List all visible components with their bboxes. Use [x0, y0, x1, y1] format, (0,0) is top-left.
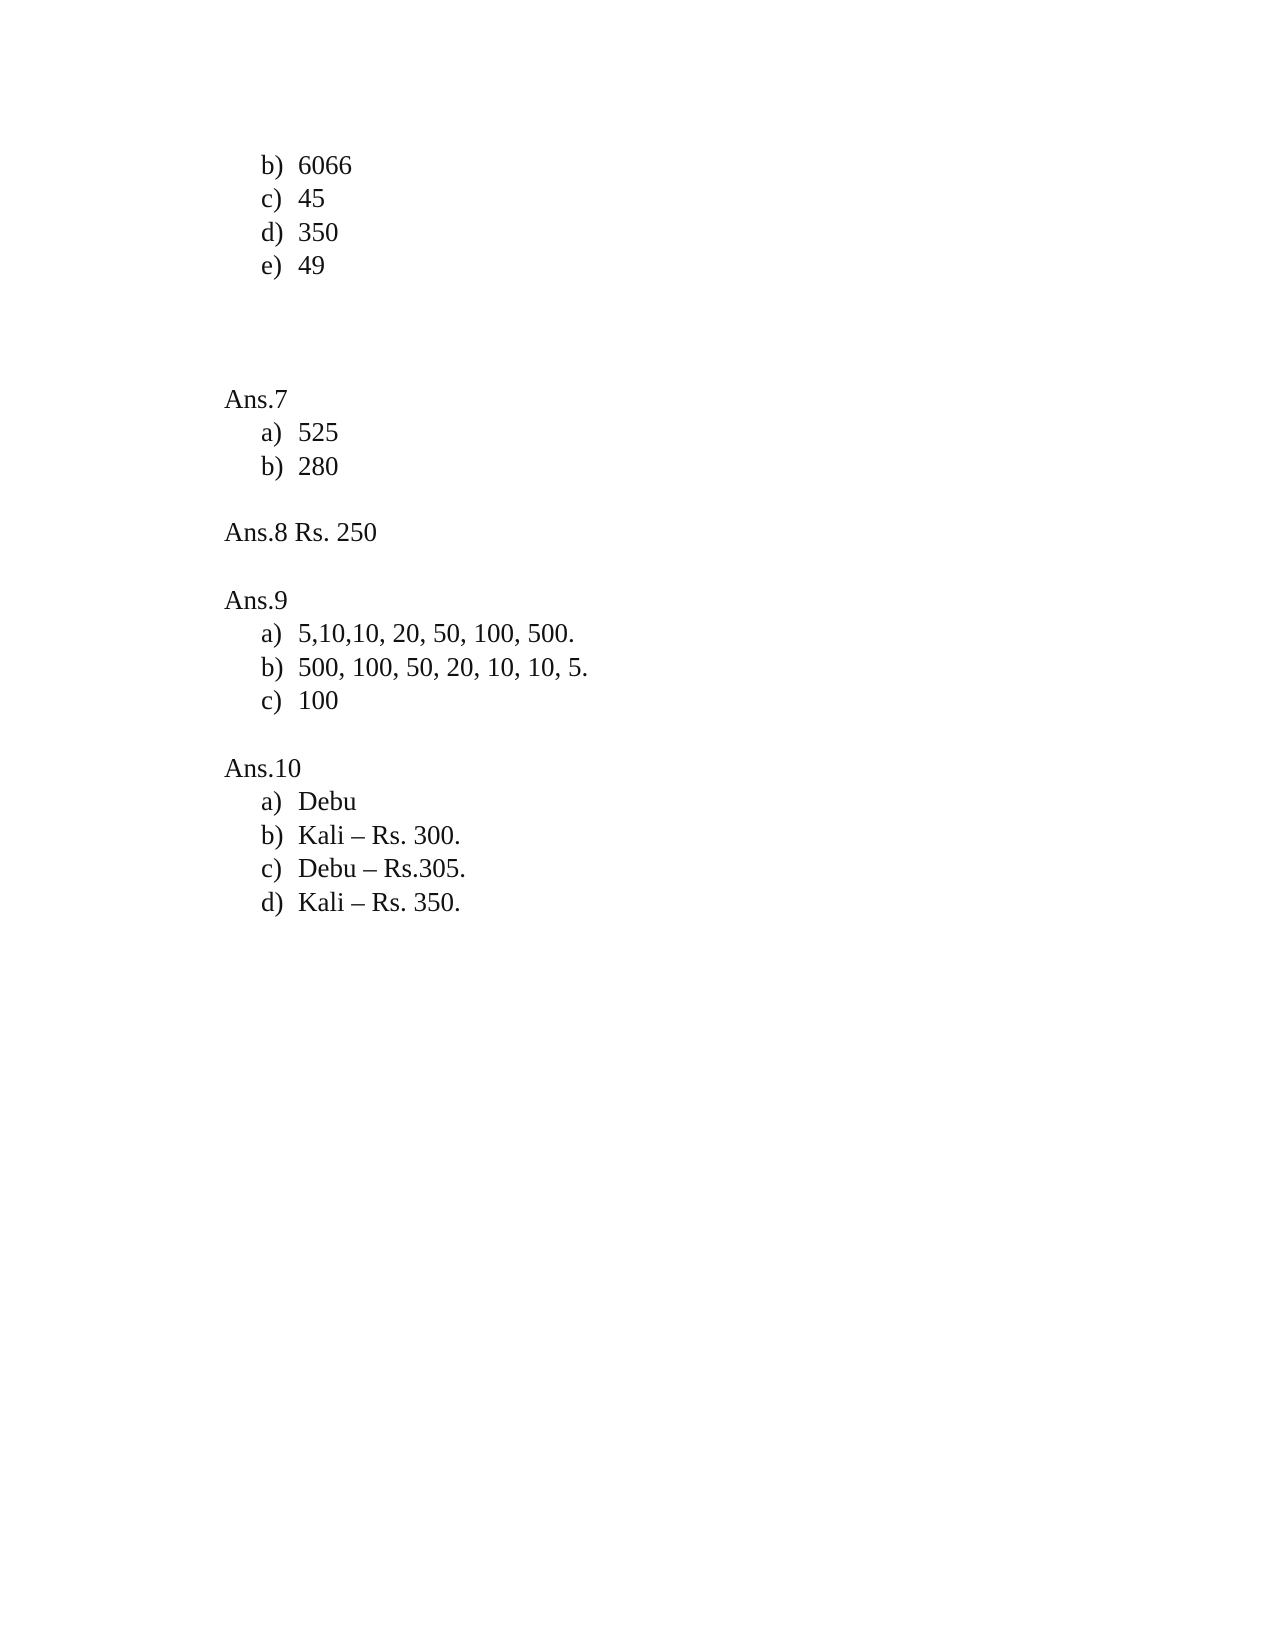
- list-item-text: 49: [298, 250, 325, 281]
- answer-9-section: [224, 584, 589, 718]
- list-item: [224, 785, 357, 818]
- list-marker: b): [261, 819, 284, 850]
- answer-10-section: [224, 752, 466, 919]
- list-item-text: 350: [298, 216, 339, 247]
- continued-answer-list: [224, 149, 352, 283]
- list-item-text: Debu – Rs.305.: [298, 853, 466, 884]
- list-marker: a): [261, 618, 282, 649]
- list-item: [224, 249, 325, 282]
- list-marker: a): [261, 417, 282, 448]
- answer-7-heading: Ans.7: [224, 384, 288, 414]
- answer-8-heading: Ans.8 Rs. 250: [224, 517, 378, 547]
- list-marker: a): [261, 786, 282, 817]
- list-marker: c): [261, 183, 282, 214]
- list-marker: b): [261, 150, 284, 180]
- list-item-text: 45: [298, 183, 325, 214]
- list-item: [224, 651, 589, 684]
- list-item: [224, 182, 325, 215]
- list-item-text: 100: [298, 685, 339, 716]
- list-item: [224, 852, 466, 885]
- list-item: [224, 149, 352, 182]
- list-marker: c): [261, 853, 282, 884]
- list-marker: d): [261, 216, 284, 247]
- list-item: [224, 617, 575, 650]
- list-marker: b): [261, 450, 284, 481]
- list-item: [224, 416, 339, 449]
- list-item: [224, 886, 461, 919]
- list-item-text: 280: [298, 450, 339, 481]
- list-item-text: 500, 100, 50, 20, 10, 10, 5.: [298, 651, 589, 682]
- list-item: [224, 684, 339, 717]
- list-marker: e): [261, 250, 282, 281]
- list-item-text: Kali – Rs. 350.: [298, 886, 461, 917]
- list-item-text: 6066: [298, 150, 352, 180]
- list-item-text: 525: [298, 417, 339, 448]
- list-item: [224, 819, 461, 852]
- list-marker: b): [261, 651, 284, 682]
- answer-7-section: [224, 383, 339, 483]
- list-item: [224, 450, 339, 483]
- list-item: [224, 216, 339, 249]
- list-item-text: 5,10,10, 20, 50, 100, 500.: [298, 618, 575, 649]
- list-item-text: Kali – Rs. 300.: [298, 819, 461, 850]
- answer-8-section: [224, 516, 377, 549]
- answer-10-heading: Ans.10: [224, 753, 302, 783]
- list-marker: c): [261, 685, 282, 716]
- list-item-text: Debu: [298, 786, 357, 817]
- list-marker: d): [261, 886, 284, 917]
- answer-9-heading: Ans.9: [224, 585, 288, 615]
